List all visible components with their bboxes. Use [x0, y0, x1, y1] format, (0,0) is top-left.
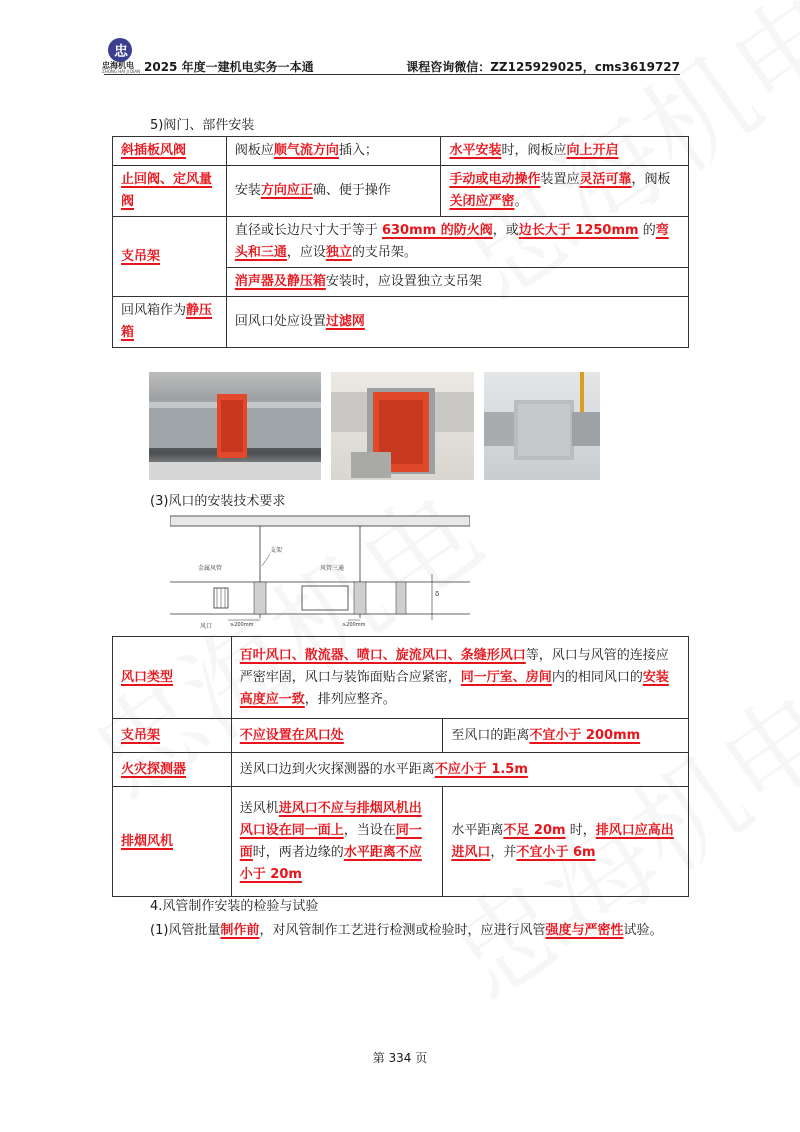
plain-text: ，对风管制作工艺进行检测或检验时，应进行风管 — [259, 923, 546, 938]
table-row — [113, 719, 689, 753]
table-row — [113, 753, 689, 787]
highlight-text: 水平距离不应小于 20m — [239, 844, 422, 882]
highlight-text: 百叶风口、散流器、喷口、旋流风口、条缝形风口 — [239, 647, 526, 663]
logo-subtext: ZHONG HAI JI DIAN — [102, 69, 141, 74]
page-number: 第 334 页 — [372, 1051, 428, 1065]
highlight-text: 灵活可靠 — [579, 172, 632, 187]
row-cell — [226, 297, 688, 348]
label-metal-duct: 金属风管 — [198, 565, 223, 572]
plain-text: ，或 — [492, 223, 519, 238]
table-row — [113, 297, 689, 348]
header-title: 2025 年度一建机电实务一本通 — [144, 60, 314, 74]
outlet-install-diagram — [170, 512, 470, 630]
highlight-text: 方向应正 — [260, 183, 313, 198]
row-cell — [231, 787, 443, 897]
plain-text: ，排列应整齐。 — [304, 691, 396, 707]
highlight-text: 边长大于 1250mm — [518, 223, 639, 238]
plain-text: 时，阀板应 — [501, 143, 567, 158]
paragraph-inspection — [118, 919, 688, 943]
plain-text: 的 — [638, 223, 656, 238]
table-row — [113, 787, 689, 897]
row-name — [113, 787, 232, 897]
photo-duct-valve-2 — [331, 372, 474, 480]
section-heading-inspection: 4.风管制作安装的检验与试验 — [150, 899, 319, 914]
plain-text: 的支吊架。 — [351, 245, 417, 260]
row-name — [113, 753, 232, 787]
plain-text: 时，两者边缘的 — [252, 844, 344, 860]
row-name — [113, 719, 232, 753]
highlight-text: 顺气流方向 — [273, 143, 339, 158]
page-header — [104, 38, 680, 75]
label-support: 支架 — [270, 547, 283, 554]
plain-text: 送风机 — [239, 800, 279, 816]
plain-text: 阀板应 — [234, 143, 274, 158]
row-cell — [231, 637, 688, 719]
row-cell — [443, 787, 689, 897]
plain-text: 安装时，应设置独立支吊架 — [325, 274, 482, 289]
plain-text: (1)风管批量 — [150, 923, 221, 938]
table-row — [113, 217, 689, 268]
company-logo — [102, 38, 141, 74]
highlight-text: 止回阀、定风量阀 — [121, 172, 213, 209]
row-cell — [441, 137, 689, 166]
photo-duct-valve-1 — [149, 372, 321, 480]
row-cell — [226, 217, 688, 268]
highlight-text: 不应小于 1.5m — [434, 761, 528, 777]
valve-install-table — [112, 136, 689, 348]
row-cell — [226, 166, 441, 217]
highlight-text: 不宜小于 200mm — [529, 727, 641, 743]
outlet-install-table — [112, 636, 689, 897]
plain-text: ，阀板 — [631, 172, 671, 187]
highlight-text: 制作前 — [220, 923, 260, 938]
highlight-text: 630mm 的防火阀 — [381, 223, 493, 238]
plain-text: 安装 — [234, 183, 261, 198]
highlight-text: 同一面 — [239, 822, 422, 860]
plain-text: 。 — [514, 194, 528, 209]
highlight-text: 斜插板风阀 — [121, 143, 187, 158]
highlight-text: 排烟风机 — [121, 833, 174, 849]
plain-text: ，应设 — [286, 245, 326, 260]
label-duct-tee: 风管三通 — [320, 565, 345, 572]
plain-text: ，并 — [490, 844, 517, 860]
highlight-text: 不应设置在风口处 — [239, 727, 344, 743]
label-height: δ — [435, 590, 440, 598]
section-title-outlets: (3)风口的安装技术要求 — [150, 494, 286, 509]
plain-text: 送风口边到火灾探测器的水平距离 — [239, 761, 435, 777]
plain-text: 装置应 — [540, 172, 580, 187]
plain-text: 插入； — [338, 143, 378, 158]
plain-text: 至风口的距离 — [451, 727, 530, 743]
highlight-text: 同一厅室、房间 — [460, 669, 552, 685]
row-cell — [226, 137, 441, 166]
row-name — [113, 217, 227, 297]
highlight-text: 排风口应高出进风口 — [451, 822, 674, 860]
row-name — [113, 137, 227, 166]
highlight-text: 安装高度应一致 — [239, 669, 669, 707]
plain-text: 回风口处应设置 — [234, 314, 326, 329]
highlight-text: 水平安装 — [449, 143, 502, 158]
highlight-text: 不宜小于 6m — [516, 844, 596, 860]
section-title-valves: 5)阀门、部件安装 — [150, 118, 255, 133]
highlight-text: 支吊架 — [121, 248, 161, 264]
table-row — [113, 166, 689, 217]
row-name — [113, 166, 227, 217]
highlight-text: 过滤网 — [325, 314, 365, 329]
row-cell — [231, 719, 443, 753]
plain-text: 时， — [565, 822, 596, 838]
highlight-text: 消声器及静压箱 — [234, 274, 326, 289]
highlight-text: 火灾探测器 — [121, 761, 187, 777]
dim-right: ≥200mm — [342, 622, 366, 628]
row-cell — [441, 166, 689, 217]
table-row — [113, 637, 689, 719]
plain-text: 直径或长边尺寸大于等于 — [234, 223, 382, 238]
photo-static-box — [484, 372, 600, 480]
highlight-text: 不足 20m — [503, 822, 566, 838]
highlight-text: 支吊架 — [121, 727, 161, 743]
highlight-text: 强度与严密性 — [545, 923, 624, 938]
label-outlet: 风口 — [200, 623, 213, 630]
highlight-text: 手动或电动操作 — [449, 172, 541, 187]
row-name — [113, 637, 232, 719]
dim-left: ≥200mm — [230, 622, 254, 628]
plain-text: ，当设在 — [343, 822, 396, 838]
logo-text: 忠海机电 — [102, 61, 134, 70]
header-contact: 课程咨询微信：ZZ125929025，cms3619727 — [406, 60, 680, 74]
highlight-text: 关闭应严密 — [449, 194, 515, 209]
plain-text: 确、便于操作 — [312, 183, 391, 198]
plain-text: 水平距离 — [451, 822, 504, 838]
plain-text: 内的相同风口的 — [551, 669, 643, 685]
highlight-text: 向上开启 — [566, 143, 619, 158]
highlight-text: 静压箱 — [121, 303, 213, 340]
plain-text: 等，风口与风管的连接应严密牢固，风口与装饰面贴合应紧密， — [239, 647, 669, 685]
plain-text: 试验。 — [623, 923, 663, 938]
highlight-text: 独立 — [325, 245, 352, 260]
highlight-text: 进风口不应与排烟风机出风口设在同一面上 — [239, 800, 422, 838]
gear-icon: 忠 — [108, 38, 132, 62]
row-cell — [226, 268, 688, 297]
row-name — [113, 297, 227, 348]
table-row — [113, 137, 689, 166]
row-cell — [443, 719, 689, 753]
highlight-text: 弯头和三通 — [234, 223, 669, 260]
highlight-text: 风口类型 — [121, 669, 174, 685]
plain-text: 回风箱作为 — [121, 303, 187, 318]
row-cell — [231, 753, 688, 787]
